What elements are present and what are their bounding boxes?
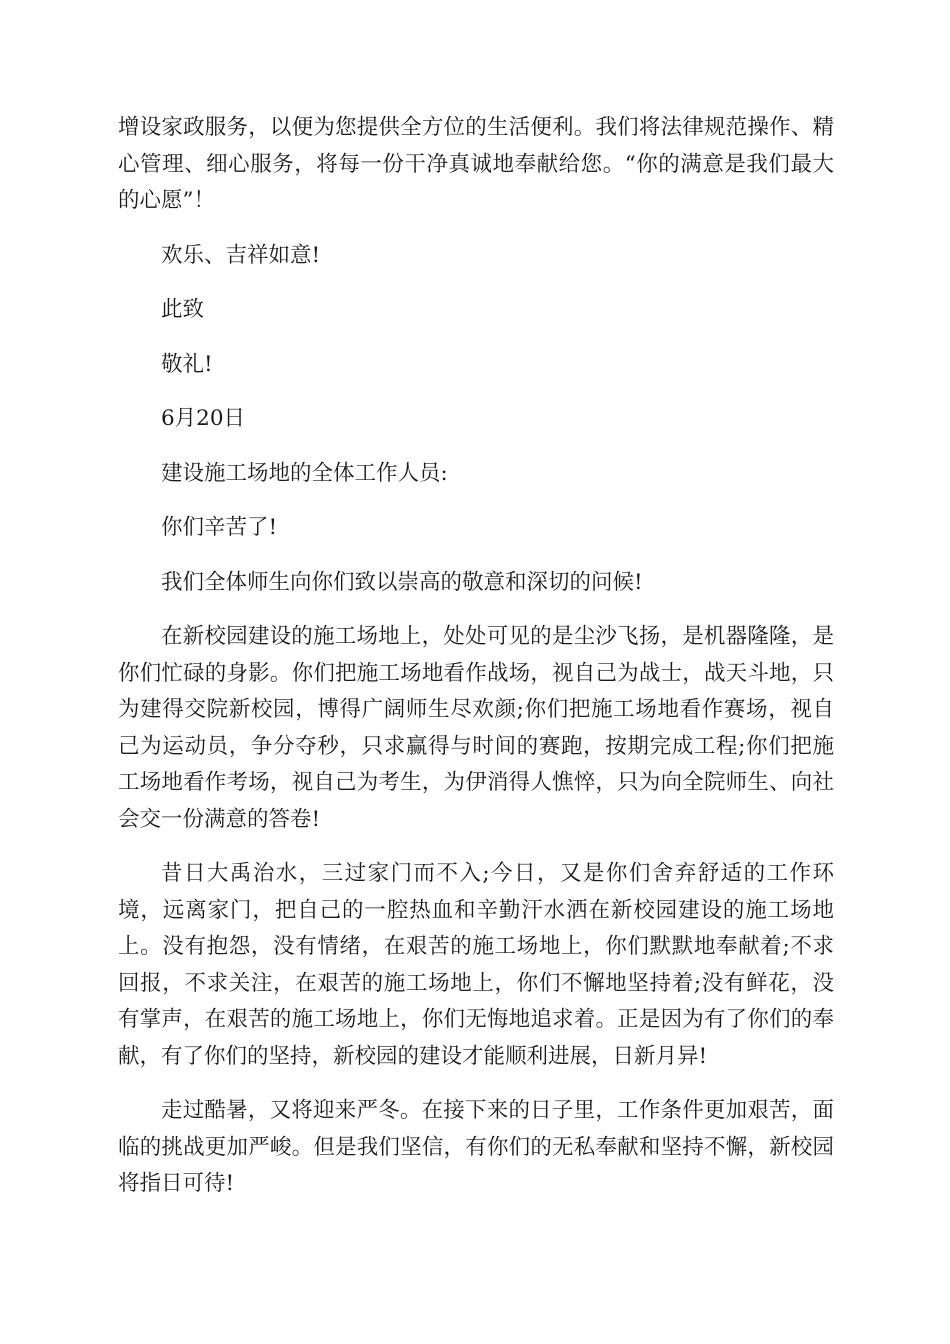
paragraph-body-1: 在新校园建设的施工场地上，处处可见的是尘沙飞扬，是机器隆隆，是你们忙碌的身影。你们把施工场地看作战场，视自己为战士，战天斗地，只为建得交院新校园，博得广阔师生尽欢颜;你们把施工场地看作赛场，视自己为运动员，争分夺秒，只求赢得与时间的赛跑，按期完成工程;你们把施工场地看作考场，视自己为考生，为伊消得人憔悴，只为向全院师生、向社会交一份满意的答卷!	[118, 624, 834, 832]
paragraph-greeting: 欢乐、吉祥如意!	[161, 242, 321, 268]
document-body	[118, 110, 834, 1221]
paragraph-date: 6月20日	[161, 406, 246, 431]
paragraph-addressee: 建设施工场地的全体工作人员:	[161, 460, 448, 486]
paragraph-body-3: 走过酷暑，又将迎来严冬。在接下来的日子里，工作条件更加艰苦，面临的挑战更加严峻。但是我们坚信，有你们的无私奉献和坚持不懈，新校园将指日可待!	[118, 1098, 834, 1196]
paragraph-closing: 此致	[161, 297, 205, 322]
paragraph-thanks: 你们辛苦了!	[161, 515, 278, 540]
paragraph-body-2: 昔日大禹治水，三过家门而不入;今日，又是你们舍弃舒适的工作环境，远离家门，把自己的一腔热血和辛勤汗水洒在新校园建设的施工场地上。没有抱怨，没有情绪，在艰苦的施工场地上，你们默默地奉献着;不求回报，不求关注，在艰苦的施工场地上，你们不懈地坚持着;没有鲜花，没有掌声，在艰苦的施工场地上，你们无悔地追求着。正是因为有了你们的奉献，有了你们的坚持，新校园的建设才能顺利进展，日新月异!	[118, 861, 834, 1069]
paragraph-intro: 增设家政服务，以便为您提供全方位的生活便利。我们将法律规范操作、精心管理、细心服务，将每一份干净真诚地奉献给您。“你的满意是我们最大的心愿”！	[118, 115, 834, 213]
paragraph-salute: 敬礼!	[161, 351, 213, 377]
paragraph-regards: 我们全体师生向你们致以崇高的敬意和深切的问候!	[161, 569, 643, 595]
